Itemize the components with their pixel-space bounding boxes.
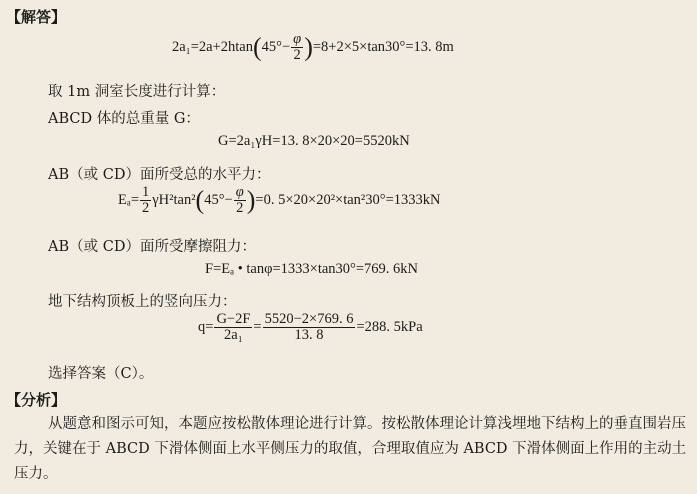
solution-header: 【解答】 (6, 8, 67, 26)
eq5-lhs: q= (198, 319, 214, 336)
eq3-lhs: Eₐ= (118, 192, 139, 209)
one-half (140, 185, 151, 216)
total-weight-intro: ABCD 体的总重量 G： (48, 111, 200, 127)
equation-vertical-pressure (198, 312, 423, 343)
equation-half-width (172, 32, 454, 63)
phi-symbol: φ (235, 184, 244, 200)
equation-total-weight: G=2a₁γH=13. 8×20×20=5520kN (218, 133, 410, 149)
eq1-rhs: =8+2×5×tan30°=13. 8m (312, 39, 454, 56)
right-paren: ) (246, 185, 256, 215)
eq1-lhs: 2a₁=2a+2htan (172, 39, 253, 56)
eq1-inner: 45°− (261, 39, 291, 56)
take-length-text: 取 1m 洞室长度进行计算： (48, 84, 226, 100)
numerator: G−2F (216, 311, 251, 327)
eq3-inner: 45°− (204, 192, 233, 209)
horizontal-force-intro: AB（或 CD）面所受总的水平力： (48, 167, 271, 183)
fraction-numeric (263, 312, 356, 343)
equation-horizontal-force (118, 185, 440, 216)
numerator: 1 (142, 184, 150, 200)
eq5-rhs: =288. 5kPa (356, 319, 423, 336)
denominator: 2 (293, 47, 301, 64)
denominator: 13. 8 (294, 327, 324, 344)
denominator: 2 (142, 200, 150, 217)
denominator: 2 (236, 200, 244, 217)
denominator: 2a₁ (224, 327, 243, 344)
answer-text: 选择答案（C）。 (48, 366, 154, 382)
left-paren: ( (195, 185, 205, 215)
eq3-rhs: =0. 5×20×20²×tan²30°=1333kN (255, 192, 441, 209)
analysis-paragraph: 从题意和图示可知，本题应按松散体理论进行计算。按松散体理论计算浅埋地下结构上的垂直围岩压力，关键在于 ABCD 下滑体侧面上水平侧压力的取值，合理取值应为 ABCD 下滑体侧面上作用的主动土压力。 (14, 416, 687, 482)
vertical-pressure-intro: 地下结构顶板上的竖向压力： (48, 294, 237, 310)
friction-intro: AB（或 CD）面所受摩擦阻力： (48, 239, 256, 255)
eq3-mid: γH²tan² (152, 192, 196, 209)
phi-over-2 (234, 185, 246, 216)
equals-sign: = (253, 319, 262, 336)
phi-symbol: φ (293, 31, 302, 47)
analysis-header: 【分析】 (6, 391, 67, 409)
right-paren: ) (304, 32, 313, 62)
equation-friction: F=Eₐ • tanφ=1333×tan30°=769. 6kN (205, 261, 418, 277)
phi-over-2 (291, 32, 303, 63)
left-paren: ( (253, 32, 262, 62)
fraction-symbolic (214, 312, 252, 343)
numerator: 5520−2×769. 6 (264, 311, 354, 327)
